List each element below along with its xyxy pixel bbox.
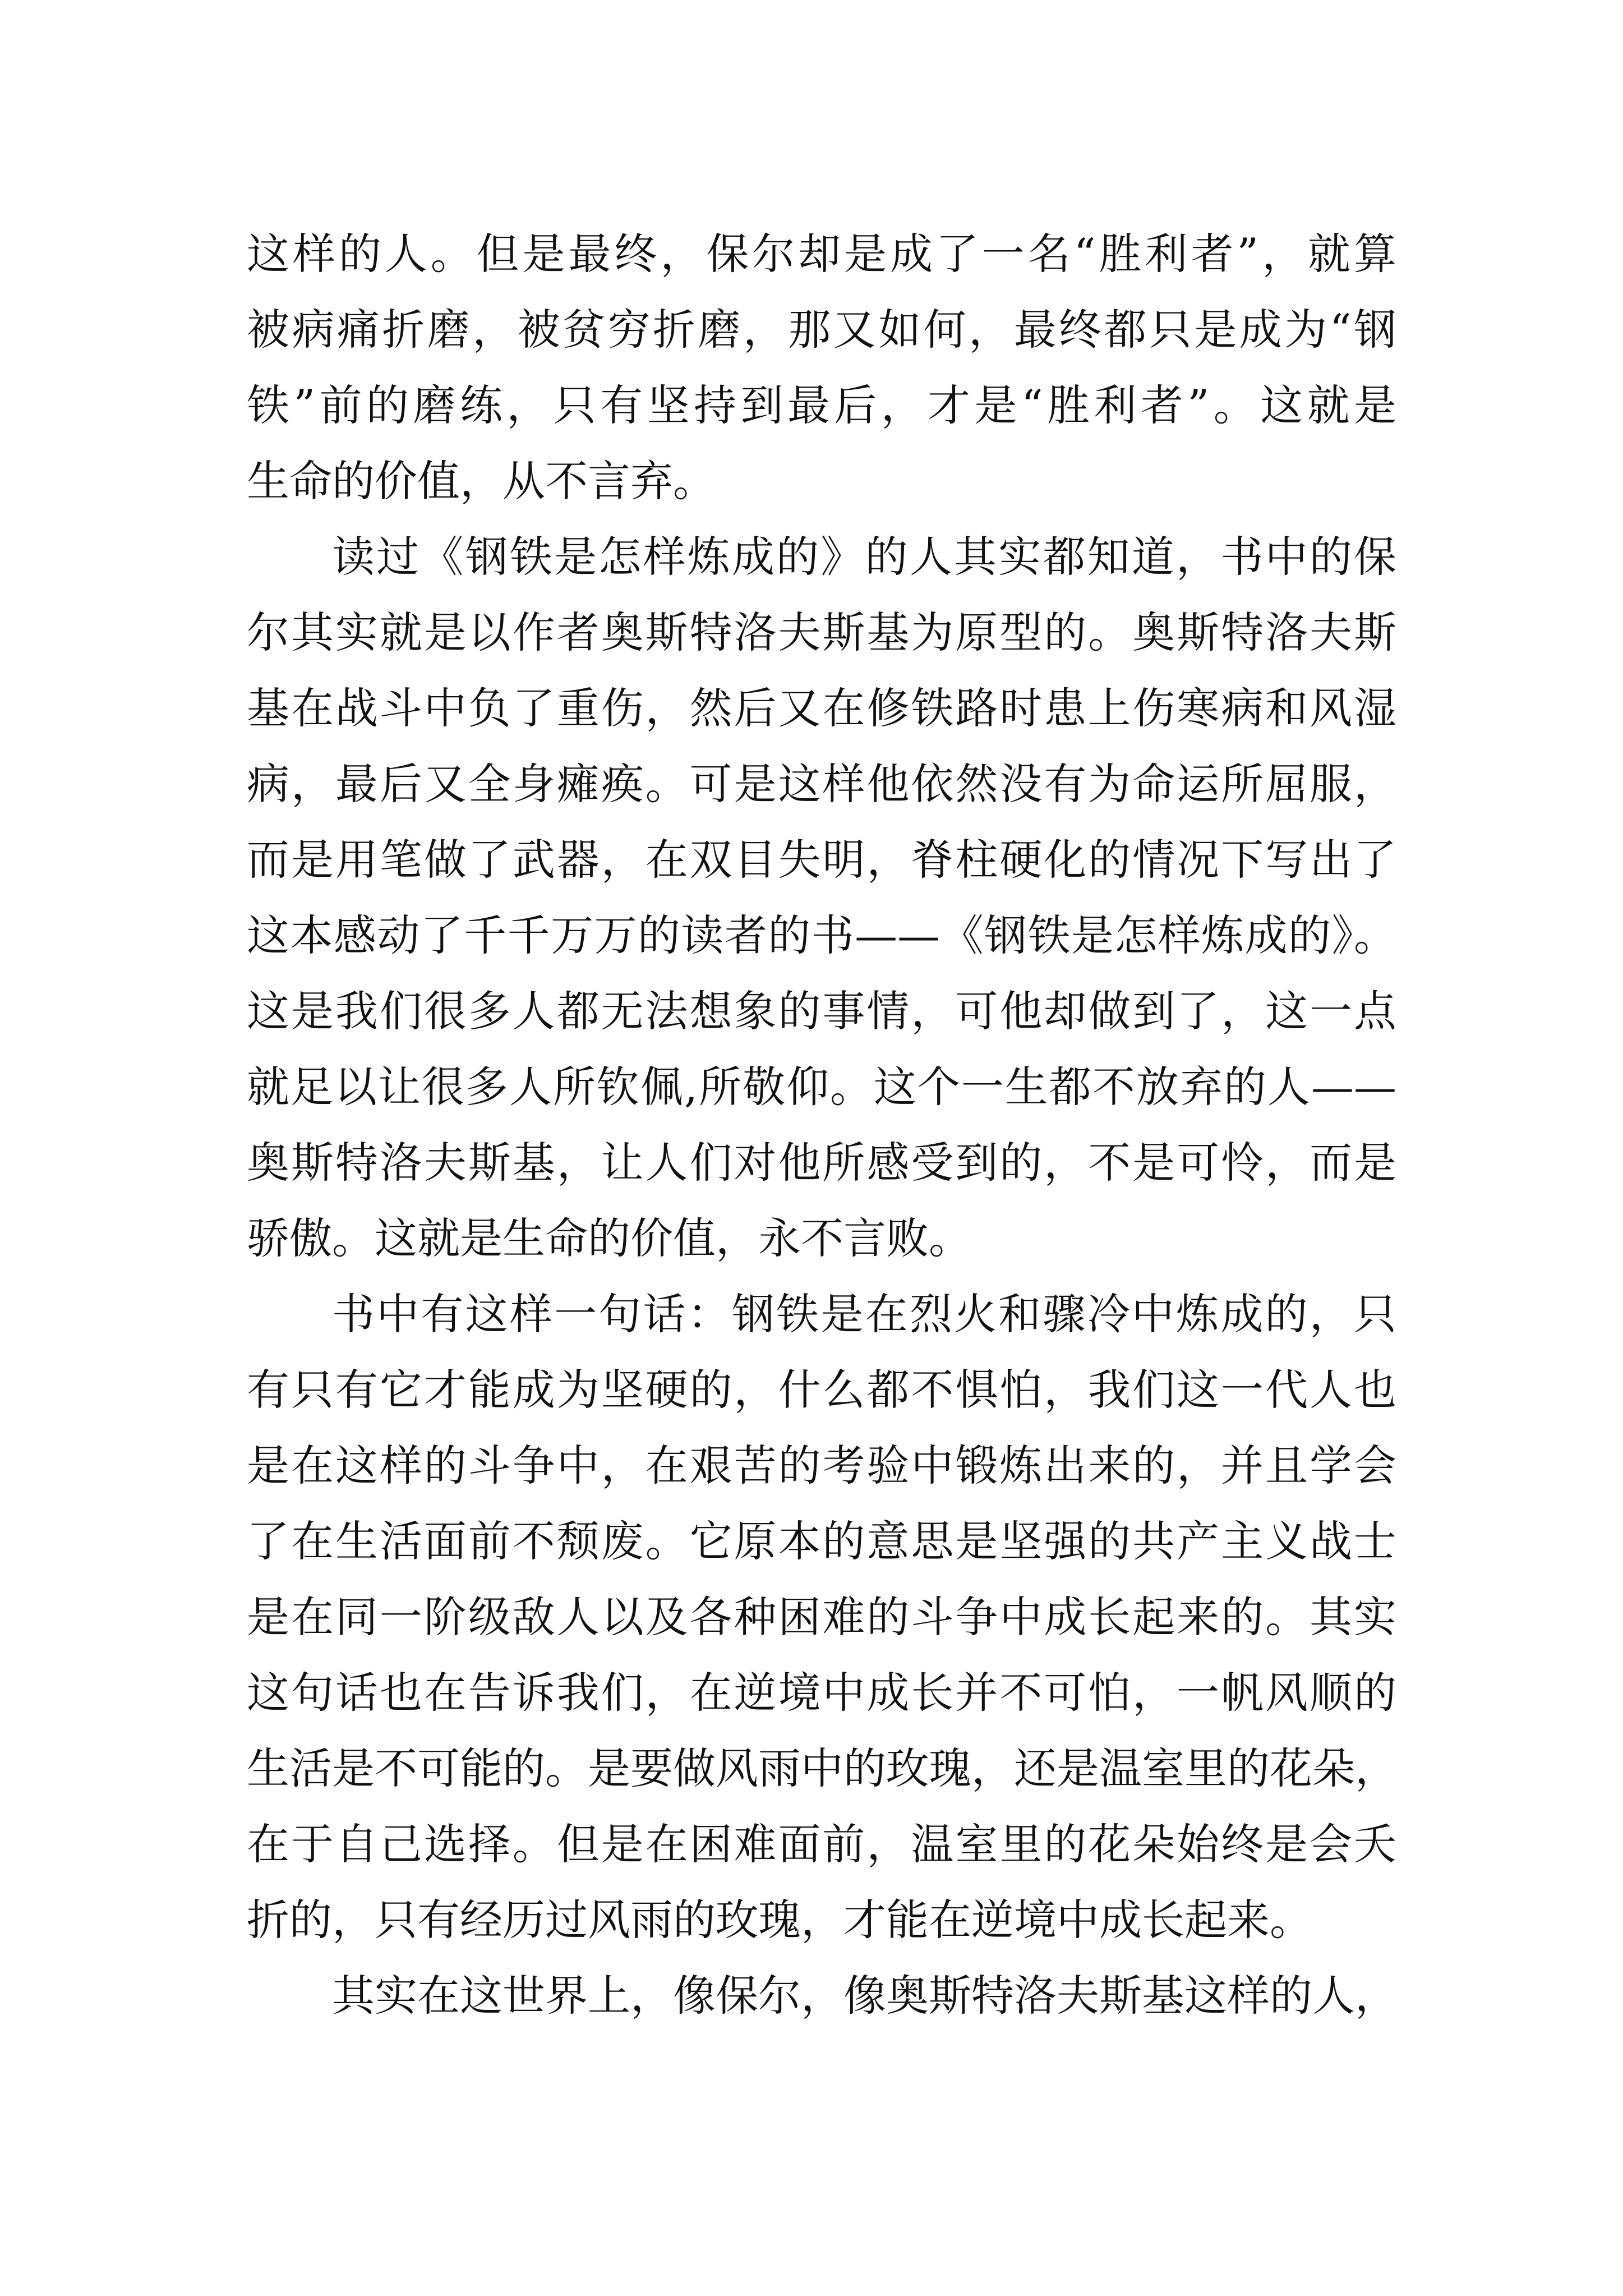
text-line: 基在战斗中负了重伤，然后又在修铁路时患上伤寒病和风湿 [247, 683, 1396, 733]
paragraph-3 [247, 1276, 1396, 1958]
text-line: 被病痛折磨，被贫穷折磨，那又如何，最终都只是成为“钢 [247, 305, 1396, 355]
text-line: 生活是不可能的。是要做风雨中的玫瑰，还是温室里的花朵， [247, 1743, 1398, 1793]
text-line: 了在生活面前不颓废。它原本的意思是坚强的共产主义战士 [247, 1516, 1396, 1566]
text-line: 尔其实就是以作者奥斯特洛夫斯基为原型的。奥斯特洛夫斯 [247, 608, 1396, 657]
text-line: 折的，只有经历过风雨的玫瑰，才能在逆境中成长起来。 [247, 1895, 1312, 1945]
text-line: 读过《钢铁是怎样炼成的》的人其实都知道，书中的保 [332, 532, 1396, 582]
text-line: 是在同一阶级敌人以及各种困难的斗争中成长起来的。其实 [247, 1592, 1396, 1642]
text-line: 这样的人。但是最终，保尔却是成了一名“胜利者”，就算 [247, 229, 1396, 279]
text-line: 而是用笔做了武器，在双目失明，脊柱硬化的情况下写出了 [247, 835, 1396, 885]
body-text [247, 216, 1396, 2033]
paragraph-2 [247, 519, 1396, 1276]
text-line: 书中有这样一句话：钢铁是在烈火和骤冷中炼成的，只 [332, 1289, 1396, 1339]
text-line: 在于自己选择。但是在困难面前，温室里的花朵始终是会夭 [247, 1819, 1396, 1869]
text-line: 这本感动了千千万万的读者的书——《钢铁是怎样炼成的》。 [247, 910, 1396, 960]
text-line: 生命的价值，从不言弃。 [247, 456, 716, 506]
text-line: 病，最后又全身瘫痪。可是这样他依然没有为命运所屈服， [247, 759, 1396, 809]
text-line: 有只有它才能成为坚硬的，什么都不惧怕，我们这一代人也 [247, 1365, 1396, 1415]
text-line: 骄傲。这就是生命的价值，永不言败。 [247, 1213, 971, 1263]
text-line: 这是我们很多人都无法想象的事情，可他却做到了，这一点 [247, 986, 1396, 1036]
text-line: 奥斯特洛夫斯基，让人们对他所感受到的，不是可怜，而是 [247, 1138, 1396, 1188]
paragraph-1 [247, 216, 1396, 519]
text-line: 其实在这世界上，像保尔，像奥斯特洛夫斯基这样的人， [332, 1971, 1398, 2021]
text-line: 铁”前的磨练，只有坚持到最后，才是“胜利者”。这就是 [247, 380, 1396, 430]
text-line: 这句话也在告诉我们，在逆境中成长并不可怕，一帆风顺的 [247, 1668, 1396, 1718]
text-line: 就足以让很多人所钦佩,所敬仰。这个一生都不放弃的人—— [247, 1062, 1396, 1112]
text-line: 是在这样的斗争中，在艰苦的考验中锻炼出来的，并且学会 [247, 1441, 1396, 1490]
paragraph-4 [247, 1958, 1396, 2033]
